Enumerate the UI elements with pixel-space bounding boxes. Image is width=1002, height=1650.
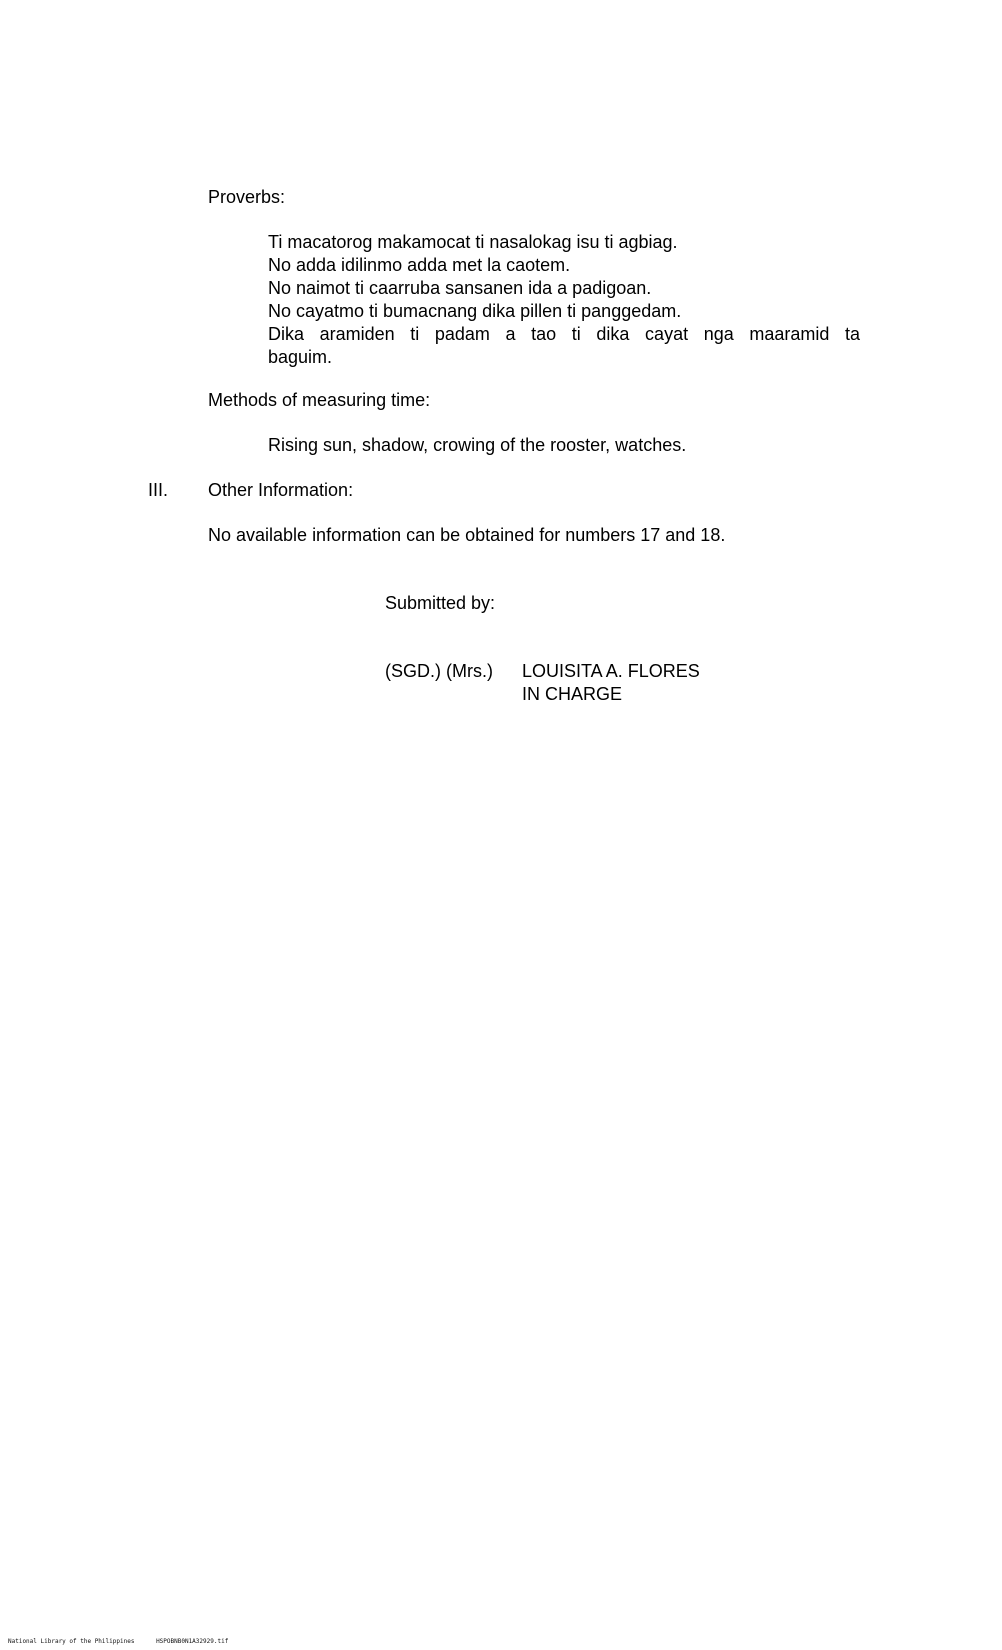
signature-block <box>385 660 700 683</box>
other-info-heading: Other Information: <box>208 480 354 500</box>
submitted-by-label: Submitted by: <box>385 593 496 613</box>
signature-prefix: (SGD.) (Mrs.) <box>385 661 493 681</box>
proverb-line: No adda idilinmo adda met la caotem. <box>268 255 571 275</box>
time-heading: Methods of measuring time: <box>208 390 431 410</box>
signatory-role: IN CHARGE <box>522 684 623 704</box>
section-numeral: III. <box>148 480 169 500</box>
other-info-text: No available information can be obtained for numbers 17 and 18. <box>208 525 726 545</box>
signatory-name: LOUISITA A. FLORES <box>522 661 700 681</box>
proverb-line: Ti macatorog makamocat ti nasalokag isu ti agbiag. <box>268 232 678 252</box>
proverb-line: No naimot ti caarruba sansanen ida a padigoan. <box>268 278 652 298</box>
proverb-line-continuation: baguim. <box>268 347 333 367</box>
proverbs-heading: Proverbs: <box>208 187 286 207</box>
time-methods-text: Rising sun, shadow, crowing of the rooster, watches. <box>268 435 687 455</box>
proverbs-list <box>268 231 860 369</box>
proverb-line: Dika aramiden ti padam a tao ti dika cayat nga maaramid ta <box>268 324 860 344</box>
footer-reference: HSPOBNB0N1A32929.tif <box>156 1638 229 1645</box>
proverb-line: No cayatmo ti bumacnang dika pillen ti panggedam. <box>268 301 682 321</box>
page-footer <box>8 1638 228 1645</box>
footer-library: National Library of the Philippines <box>8 1638 135 1645</box>
